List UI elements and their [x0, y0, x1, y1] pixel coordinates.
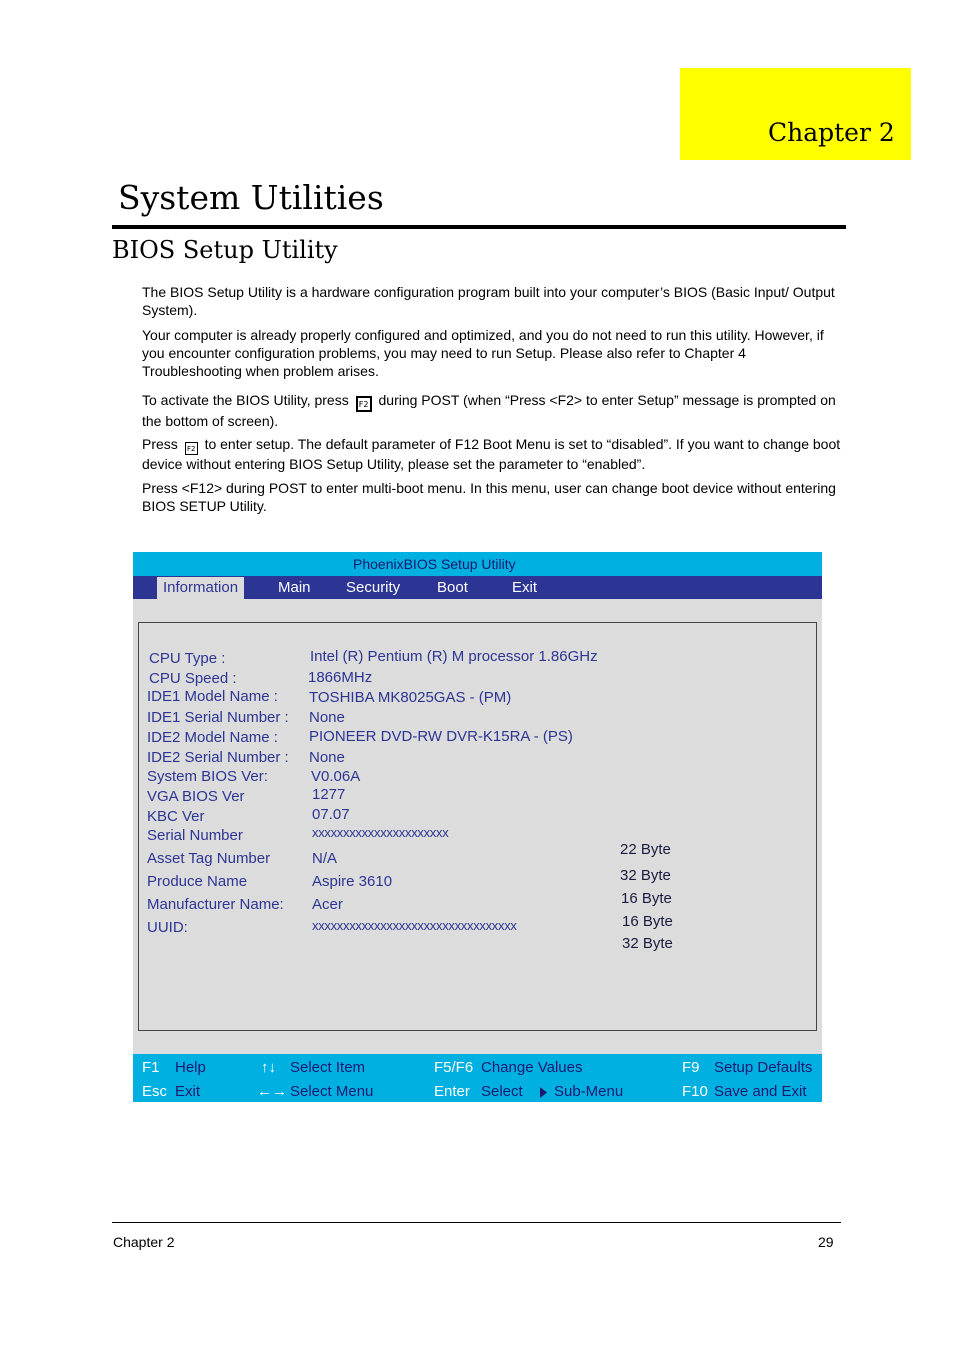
field-size: 16 Byte [621, 890, 672, 907]
info-value: PIONEER DVD-RW DVR-K15RA - (PS) [309, 728, 573, 745]
bios-title: PhoenixBIOS Setup Utility [353, 556, 516, 572]
key-f1-desc: Help [175, 1059, 206, 1076]
title-divider [112, 225, 846, 229]
bios-menubar [133, 576, 822, 599]
bios-keybar [133, 1054, 822, 1102]
key-f5-f6-desc: Change Values [481, 1059, 583, 1076]
paragraph-intro: The BIOS Setup Utility is a hardware configuration program built into your computer’s BIOS (Basic Input/ Output System). [142, 284, 835, 318]
paragraph-activate-end: during POST (when “Press <F2> to enter Setup” message is prompted on the bottom of screen). [142, 392, 836, 429]
key-f9-desc: Setup Defaults [714, 1059, 813, 1076]
paragraph-f2-start: Press [142, 436, 178, 452]
page-number: 29 [818, 1234, 834, 1250]
paragraph-activate [142, 391, 842, 430]
info-label: Asset Tag Number [147, 850, 271, 867]
info-value: N/A [312, 850, 338, 867]
page-title: System Utilities [118, 178, 384, 217]
key-f10-desc: Save and Exit [714, 1083, 807, 1100]
info-value: TOSHIBA MK8025GAS - (PM) [309, 689, 512, 706]
key-f10: F10 [682, 1083, 708, 1100]
bios-titlebar [133, 552, 822, 576]
info-label: IDE1 Model Name : [147, 688, 278, 705]
menu-tab-information[interactable]: Information [157, 577, 244, 599]
section-title: BIOS Setup Utility [112, 236, 338, 264]
menu-tab-main[interactable]: Main [278, 579, 311, 596]
info-label: KBC Ver [147, 808, 205, 825]
info-label: IDE2 Serial Number : [147, 749, 289, 766]
info-value: Intel (R) Pentium (R) M processor 1.86GHz [310, 648, 598, 665]
key-up-down-desc: Select Item [290, 1059, 366, 1076]
info-label: IDE1 Serial Number : [147, 709, 289, 726]
info-label: UUID: [147, 919, 188, 936]
info-value: xxxxxxxxxxxxxxxxxxxxxx [312, 825, 449, 840]
info-label: CPU Speed : [149, 670, 237, 687]
info-label: Serial Number [147, 827, 243, 844]
key-left-right-desc: Select Menu [290, 1083, 374, 1100]
field-size: 22 Byte [620, 841, 671, 858]
bios-screenshot [133, 552, 822, 1102]
info-value: None [309, 749, 345, 766]
field-size: 16 Byte [622, 913, 673, 930]
key-left-right: ←→ [257, 1083, 287, 1100]
info-label: IDE2 Model Name : [147, 729, 278, 746]
paragraph-f2 [142, 435, 842, 473]
menu-tab-security[interactable]: Security [346, 579, 401, 596]
chapter-label: Chapter 2 [768, 118, 895, 147]
key-f9: F9 [682, 1059, 700, 1076]
info-value: 1866MHz [308, 669, 373, 686]
info-value: None [309, 709, 345, 726]
info-value: Aspire 3610 [312, 873, 393, 890]
key-enter: Enter [434, 1083, 470, 1100]
info-value: V0.06A [311, 768, 361, 785]
info-label: CPU Type : [149, 650, 226, 667]
footer-divider [112, 1222, 841, 1223]
f2-key-icon: F2 [356, 396, 372, 412]
info-value: 1277 [312, 786, 346, 803]
info-label: System BIOS Ver: [147, 768, 268, 785]
footer-chapter: Chapter 2 [113, 1234, 175, 1250]
key-esc: Esc [142, 1083, 168, 1100]
f2-key-icon-small: F2 [185, 442, 198, 455]
key-enter-desc: Select [481, 1083, 523, 1100]
paragraph-f2-end: to enter setup. The default parameter of F12 Boot Menu is set to “disabled”. If you want to change boot device without entering BIOS Setup Utility, please set the parameter to “enabled”. [142, 436, 841, 472]
info-label: Manufacturer Name: [147, 896, 284, 913]
paragraph-config: Your computer is already properly configured and optimized, and you do not need to run this utility. However, if you encounter configuration problems, you may need to run Setup. Please also refer to Chapter 4 Troubleshooting when problem arises. [142, 327, 824, 379]
field-size: 32 Byte [622, 935, 673, 952]
menu-tab-boot[interactable]: Boot [437, 579, 468, 596]
info-value: Acer [312, 896, 343, 913]
paragraph-f12: Press <F12> during POST to enter multi-boot menu. In this menu, user can change boot device without entering BIOS SETUP Utility. [142, 480, 836, 514]
submenu-arrow-icon [540, 1087, 547, 1098]
menu-tab-exit[interactable]: Exit [512, 579, 538, 596]
key-submenu-desc: Sub-Menu [554, 1083, 624, 1100]
info-value: xxxxxxxxxxxxxxxxxxxxxxxxxxxxxxxxx [312, 918, 517, 933]
key-esc-desc: Exit [175, 1083, 201, 1100]
info-label: Produce Name [147, 873, 248, 890]
info-value: 07.07 [312, 806, 350, 823]
key-f1: F1 [142, 1059, 160, 1076]
key-f5-f6: F5/F6 [434, 1059, 474, 1076]
key-up-down: ↑↓ [261, 1059, 276, 1076]
paragraph-activate-start: To activate the BIOS Utility, press [142, 392, 349, 408]
info-label: VGA BIOS Ver [147, 788, 245, 805]
field-size: 32 Byte [620, 867, 671, 884]
